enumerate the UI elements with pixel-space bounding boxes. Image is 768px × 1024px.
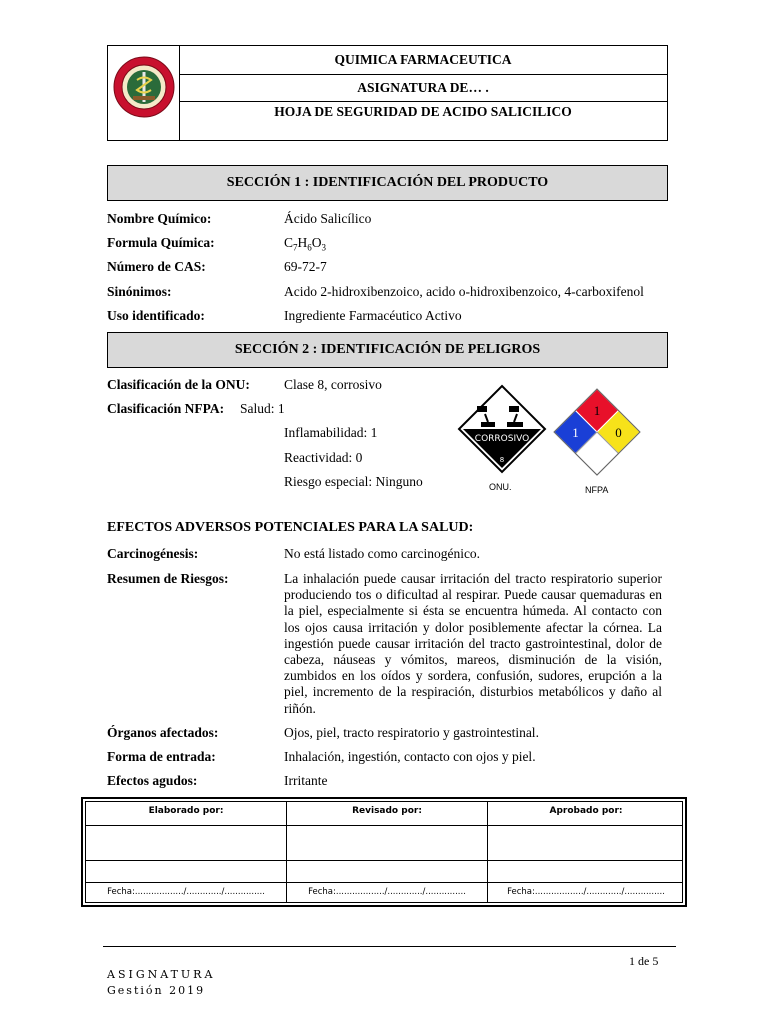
nfpa-diamond-icon <box>552 387 642 477</box>
formula-text: $C_7H_6O_3$ <box>284 235 327 253</box>
nfpa-caption: NFPA <box>585 485 609 495</box>
health-effects-title: EFECTOS ADVERSOS POTENCIALES PARA LA SALUD: <box>107 520 474 535</box>
label-cas: Número de CAS: <box>107 259 206 274</box>
label-onu: Clasificación de la ONU: <box>107 377 250 392</box>
label-entry: Forma de entrada: <box>107 749 216 764</box>
value-entry: Inhalación, ingestión, contacto con ojos y piel. <box>284 749 536 764</box>
header-title: QUIMICA FARMACEUTICA <box>179 46 667 75</box>
nfpa-reactivity-number: 0 <box>615 425 622 440</box>
header-table <box>107 45 668 141</box>
label-acute: Efectos agudos: <box>107 773 198 788</box>
value-nfpa-reactivity: Reactividad: 0 <box>284 450 363 465</box>
revisado-header: Revisado por: <box>352 806 422 816</box>
value-cas: 69-72-7 <box>284 259 327 274</box>
value-risk-summary: La inhalación puede causar irritación del tracto respiratorio superior produciendo tos o dificultad al respirar. Puede causar quemaduras en la piel, especialmente si ésta se encuentra húmeda. Al contacto con los ojos causa irritación y dolor posiblemente afectar la córnea. La ingestión puede causar irritación del tracto gastrointestinal, dolor de cabeza, náuseas y vómitos, mareos, disminución de la visión, zumbidos en los oídos y sordera, confusión, sudores, erupción a la piel, incremento de la respiración, disturbios metabólicos y daño al riñón. <box>284 571 662 716</box>
label-risk-summary: Resumen de Riesgos: <box>107 571 229 586</box>
signature-table <box>81 797 687 907</box>
section1-title: SECCIÓN 1 : IDENTIFICACIÓN DEL PRODUCTO <box>107 165 668 201</box>
header-subject: ASIGNATURA DE… . <box>179 74 667 102</box>
value-formula <box>284 235 326 253</box>
footer-gestion: Gestión 2019 <box>107 984 206 997</box>
elaborado-date: Fecha:................../............./............... <box>107 887 265 897</box>
elaborado-header: Elaborado por: <box>148 806 224 816</box>
label-carcinogenesis <box>107 546 198 562</box>
value-onu: Clase 8, corrosivo <box>284 377 382 392</box>
corrosive-sign-text: CORROSIVO <box>474 434 530 444</box>
value-carcinogenesis: No está listado como carcinogénico. <box>284 546 481 561</box>
aprobado-date: Fecha:................../............./............... <box>507 887 665 897</box>
revisado-date: Fecha:................../............./............... <box>308 887 466 897</box>
value-acute: Irritante <box>284 773 328 788</box>
corrosive-sign-number: 8 <box>499 456 505 464</box>
aprobado-header: Aprobado por: <box>549 806 623 816</box>
label-organs: Órganos afectados: <box>107 725 219 740</box>
page-number: 1 de 5 <box>629 954 659 968</box>
logo-cell <box>108 46 180 140</box>
value-use: Ingrediente Farmacéutico Activo <box>284 308 462 323</box>
value-nfpa-special: Riesgo especial: Ninguno <box>284 474 423 489</box>
footer-asignatura: ASIGNATURA <box>107 968 216 981</box>
onu-caption: ONU. <box>489 482 512 492</box>
section2-title: SECCIÓN 2 : IDENTIFICACIÓN DE PELIGROS <box>107 332 668 368</box>
label-chemical-name: Nombre Químico: <box>107 211 212 226</box>
label-nfpa: Clasificación NFPA: <box>107 401 225 416</box>
label-formula: Formula Química: <box>107 235 215 250</box>
corrosive-sign-icon <box>457 384 547 474</box>
label-use: Uso identificado: <box>107 308 205 323</box>
nfpa-health-number: 1 <box>572 425 579 440</box>
nfpa-flammability-number: 1 <box>593 403 601 418</box>
value-synonyms: Acido 2-hidroxibenzoico, acido o-hidroxibenzoico, 4-carboxifenol <box>284 284 644 299</box>
label-carcinogenesis-text: Carcinogénesis: <box>107 546 199 561</box>
value-chemical-name: Ácido Salicílico <box>284 211 372 226</box>
footer-divider <box>103 946 676 947</box>
value-nfpa-health: Salud: 1 <box>240 401 285 416</box>
value-nfpa-flammability: Inflamabilidad: 1 <box>284 425 378 440</box>
university-seal-icon <box>113 56 175 118</box>
value-organs: Ojos, piel, tracto respiratorio y gastrointestinal. <box>284 725 539 740</box>
label-synonyms: Sinónimos: <box>107 284 172 299</box>
header-sheet-title: HOJA DE SEGURIDAD DE ACIDO SALICILICO <box>274 104 572 119</box>
